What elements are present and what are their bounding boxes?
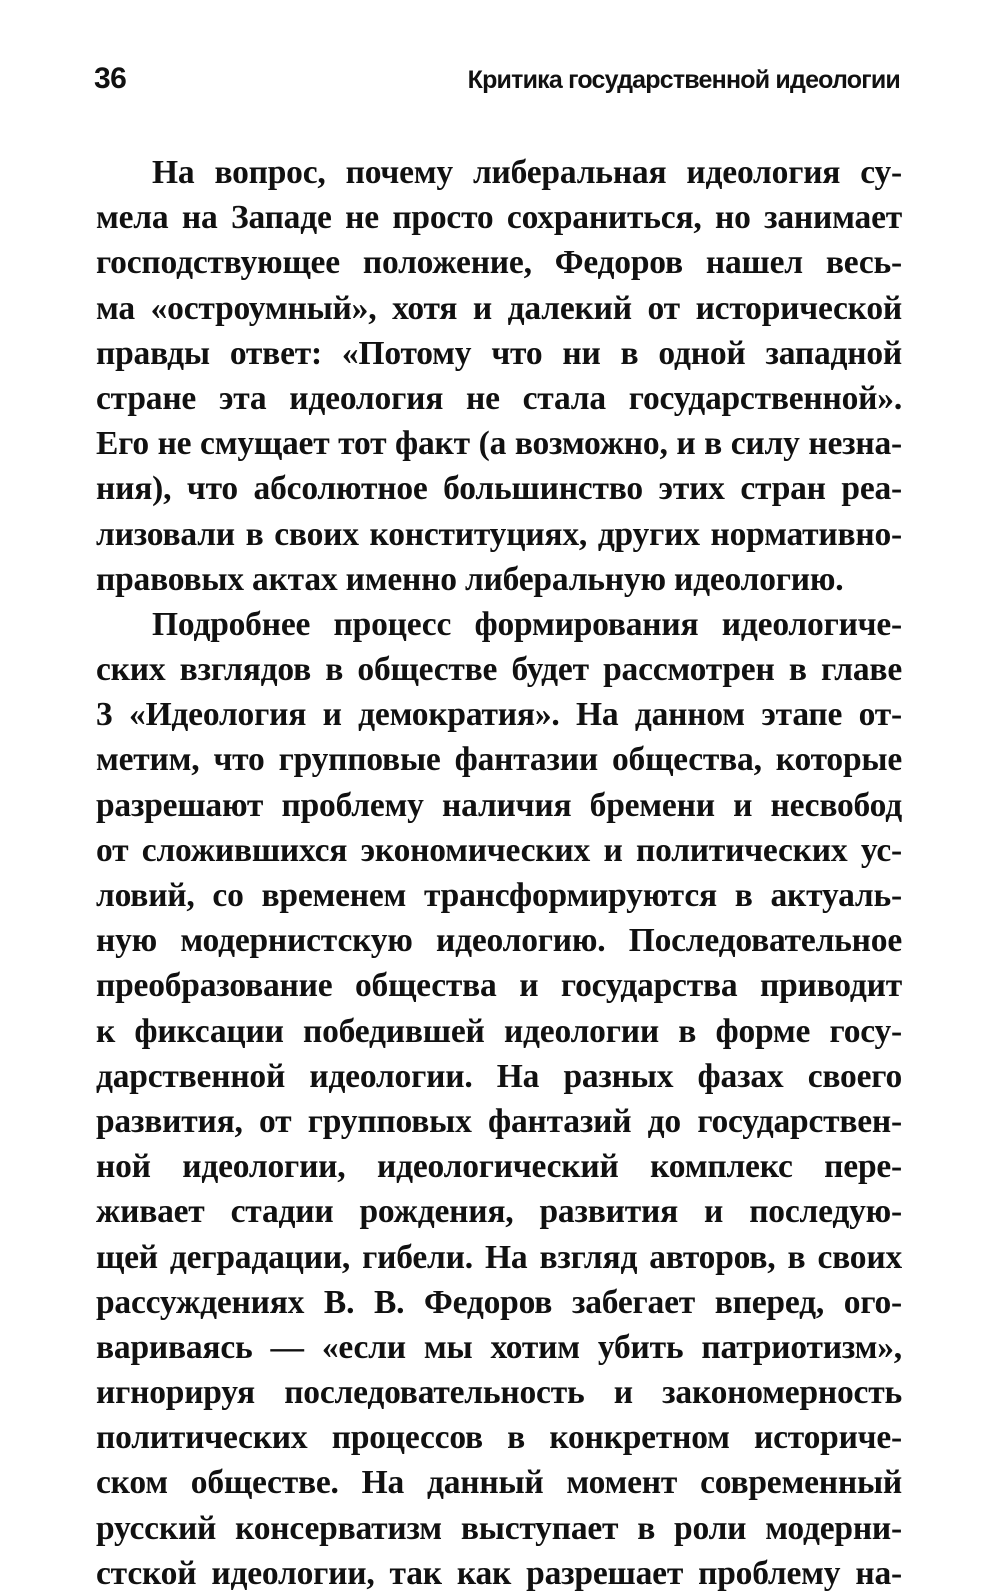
text-line: развития, от групповых фантазий до государствен- [96, 1102, 902, 1140]
running-header [94, 62, 900, 102]
text-line: живает стадии рождения, развития и последую- [96, 1193, 902, 1231]
text-line: рассуждениях В. В. Федоров забегает вперед, ого- [96, 1283, 902, 1321]
running-title: Критика государственной идеологии [467, 66, 900, 94]
text-line: щей деградации, гибели. На взгляд авторов, в своих [96, 1238, 902, 1276]
body-text [96, 150, 902, 1596]
text-line: преобразование общества и государства приводит [96, 967, 902, 1005]
text-line: ских взглядов в обществе будет рассмотрен в главе [96, 651, 902, 689]
text-line: ную модернистскую идеологию. Последовательное [96, 922, 902, 960]
text-line: ловий, со временем трансформируются в актуаль- [96, 877, 902, 914]
text-line: к фиксации победившей идеологии в форме госу- [96, 1012, 902, 1050]
text-line: ма «остроумный», хотя и далекий от исторической [96, 289, 902, 327]
text-line: мела на Западе не просто сохраниться, но занимает [96, 199, 902, 237]
text-line: ния), что абсолютное большинство этих стран реа- [96, 470, 902, 508]
text-line: ной идеологии, идеологический комплекс пере- [96, 1148, 902, 1186]
text-line: разрешают проблему наличия бремени и несвобод [96, 786, 902, 824]
paragraph-1 [96, 150, 902, 602]
text-line: политических процессов в конкретном историче- [96, 1419, 902, 1457]
text-line: вариваясь — «если мы хотим убить патриотизм», [96, 1328, 902, 1366]
text-line: от сложившихся экономических и политических ус- [96, 831, 902, 869]
text-line: ском обществе. На данный момент современный [96, 1464, 902, 1502]
text-line: стране эта идеология не стала государственной». [96, 379, 902, 417]
text-line: 3 «Идеология и демократия». На данном этапе от- [96, 696, 902, 734]
text-line: Подробнее процесс формирования идеологиче- [152, 605, 902, 643]
text-line: русский консерватизм выступает в роли модерни- [96, 1509, 902, 1547]
text-line: правовых актах именно либеральную идеологию. [96, 560, 844, 598]
paragraph-2 [96, 602, 902, 1596]
text-line: На вопрос, почему либеральная идеология су- [152, 154, 902, 191]
text-line: господствующее положение, Федоров нашел весь- [96, 244, 902, 282]
text-line: метим, что групповые фантазии общества, которые [96, 741, 902, 779]
text-line: лизовали в своих конституциях, других нормативно- [96, 515, 902, 553]
page-number: 36 [94, 62, 127, 95]
text-line: Его не смущает тот факт (а возможно, и в силу незна- [96, 425, 902, 463]
text-line: стской идеологии, так как разрешает проблему на- [96, 1554, 902, 1592]
text-line: правды ответ: «Потому что ни в одной западной [96, 334, 902, 372]
text-line: дарственной идеологии. На разных фазах своего [96, 1057, 902, 1095]
text-line: игнорируя последовательность и закономерность [96, 1374, 902, 1412]
